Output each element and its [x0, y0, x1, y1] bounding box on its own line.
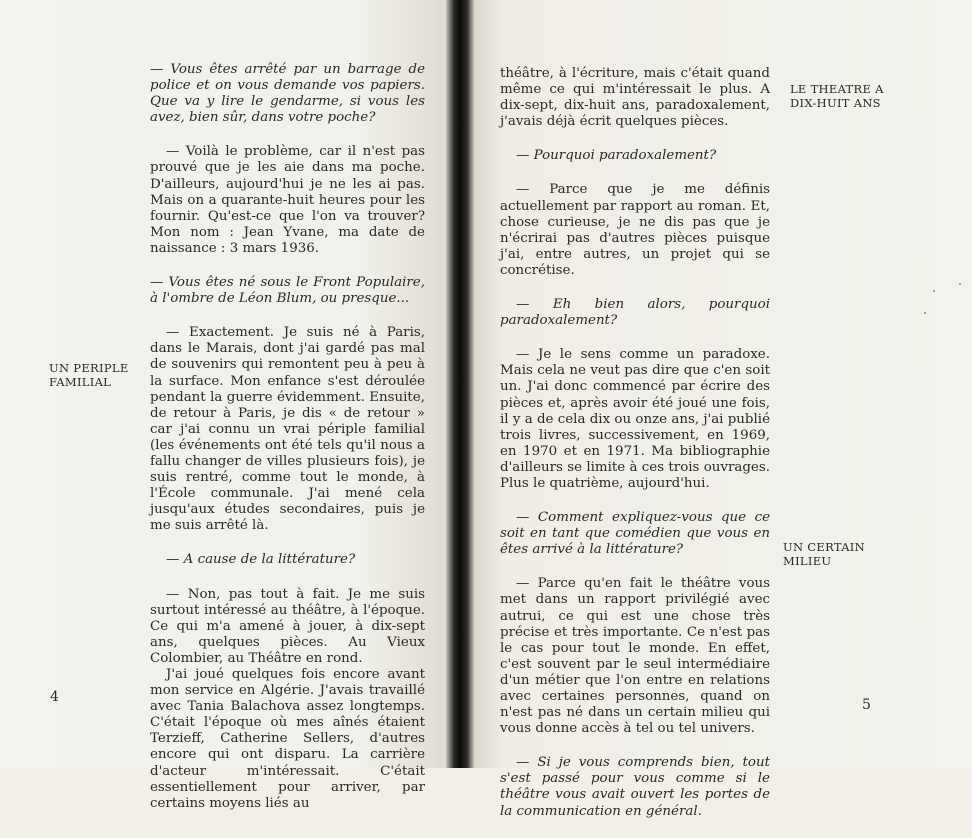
left-text-column: [150, 62, 425, 830]
right-page: [474, 0, 972, 819]
paper-speck: [933, 290, 935, 292]
question-paragraph: — A cause de la littérature?: [166, 552, 356, 568]
page-number-right: 5: [862, 697, 871, 713]
answer-paragraph: — Non, pas tout à fait. Je me suis surtout intéressé au théâtre, à l'époque. Ce qui m'a amené à jouer, à dix-sept ans, quelques pièces. Au Vieux Colombier, au Théâtre en rond.: [150, 586, 425, 666]
paper-speck: [959, 283, 961, 285]
question-paragraph: — Vous êtes arrêté par un barrage de police et on vous demande vos papiers. Que va y lire le gendarme, si vous les avez, bien sûr, dans votre poche?: [150, 62, 425, 126]
left-page: [0, 0, 450, 811]
margin-note-periple: [49, 362, 129, 389]
margin-note-theatre: [790, 83, 884, 110]
margin-note-line: FAMILIAL: [49, 374, 112, 389]
answer-paragraph: — Parce qu'en fait le théâtre vous met dans un rapport privilégié avec autrui, ce qui est une chose très précise et très importante. Ce n'est pas le cas pour tout le monde. En effet, c'est souvent par le seul intermédiaire d'un métier que l'on entre en relations avec certaines personnes, quand on n'est pas né dans un certain milieu qui vous donne accès à tel ou tel univers.: [500, 576, 770, 737]
page-number-left: 4: [50, 689, 59, 705]
continuation-paragraph: théâtre, à l'écriture, mais c'était quand même ce qui m'intéressait le plus. A dix-sept, dix-huit ans, paradoxalement, j'avais déjà écrit quelques pièces.: [500, 66, 770, 130]
margin-note-milieu: [783, 541, 865, 568]
margin-note-line: UN CERTAIN: [783, 540, 866, 554]
answer-paragraph: — Parce que je me définis actuellement par rapport au roman. Et, chose curieuse, je ne dis pas que je n'écrirai pas d'autres pièces puisque j'ai, entre autres, un projet qui se concrétise.: [500, 182, 770, 278]
question-paragraph: — Si je vous comprends bien, tout s'est passé pour vous comme si le théâtre vous avait ouvert les portes de la communication en général.: [500, 755, 770, 819]
question-paragraph: — Vous êtes né sous le Front Populaire, à l'ombre de Léon Blum, ou presque...: [150, 275, 425, 307]
right-text-column: [500, 66, 770, 838]
answer-paragraph: — Je le sens comme un paradoxe. Mais cela ne veut pas dire que c'en soit un. J'ai donc commencé par écrire des pièces et, après avoir été joué une fois, il y a de cela dix ou onze ans, j'ai publié trois livres, successivement, en 1969, en 1970 et en 1971. Ma bibliographie d'ailleurs se limite à ces trois ouvrages. Plus le quatrième, aujourd'hui.: [500, 347, 770, 491]
margin-note-line: MILIEU: [783, 553, 832, 568]
paper-speck: [924, 312, 926, 314]
question-paragraph: — Comment expliquez-vous que ce soit en tant que comédien que vous en êtes arrivé à la littérature?: [500, 510, 770, 558]
answer-paragraph: J'ai joué quelques fois encore avant mon service en Algérie. J'avais travaillé avec Tania Balachova assez longtemps. C'était l'époque où mes aînés étaient Terzieff, Catherine Sellers, d'autres encore qui ont disparu. La carrière d'acteur m'intéressait. C'était essentiellement pour arriver, par certains moyens liés au: [150, 667, 425, 811]
answer-paragraph: — Exactement. Je suis né à Paris, dans le Marais, dont j'ai gardé pas mal de souvenirs qui remontent peu à peu à la surface. Mon enfance s'est déroulée pendant la guerre évidemment. Ensuite, de retour à Paris, je dis « de retour » car j'ai connu un vrai périple familial (les événements ont été tels qu'il nous a fallu changer de villes plusieurs fois), je suis rentré, comme tout le monde, à l'École communale. J'ai mené cela jusqu'aux études secondaires, puis je me suis arrêté là.: [150, 325, 425, 534]
margin-note-line: LE THEATRE A: [790, 82, 884, 96]
margin-note-line: UN PERIPLE: [49, 361, 129, 375]
question-paragraph: — Pourquoi paradoxalement?: [516, 148, 717, 164]
answer-paragraph: — Voilà le problème, car il n'est pas prouvé que je les aie dans ma poche. D'ailleurs, aujourd'hui je ne les ai pas. Mais on a quarante-huit heures pour les fournir. Qu'est-ce que l'on va trouver? Mon nom : Jean Yvane, ma date de naissance : 3 mars 1936.: [150, 144, 425, 256]
book-gutter: [446, 0, 474, 768]
question-paragraph: — Eh bien alors, pourquoi paradoxalement?: [500, 297, 770, 329]
margin-note-line: DIX-HUIT ANS: [790, 95, 881, 110]
